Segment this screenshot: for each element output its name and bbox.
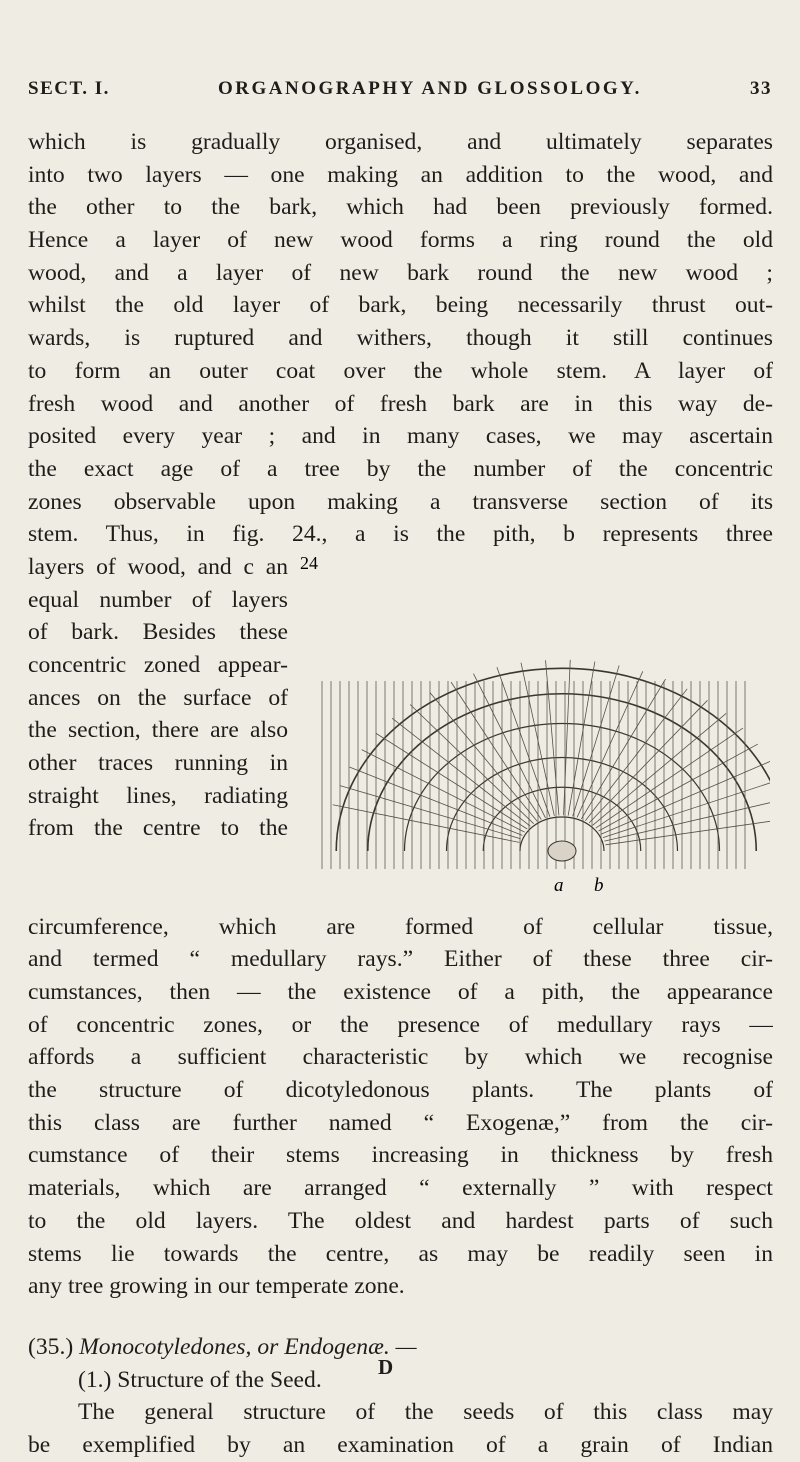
text-line: Hence a layer of new wood forms a ring round the old	[28, 227, 773, 254]
figure-label-a: a	[554, 874, 564, 896]
medullary-ray	[376, 733, 527, 829]
text-line: concentric zoned appear-	[28, 652, 288, 678]
growth-ring	[447, 757, 678, 850]
signature-mark: D	[378, 1355, 394, 1379]
text-line: layers of wood, and c an	[28, 553, 288, 580]
text-line: to form an outer coat over the whole stem. A layer of	[28, 357, 773, 384]
figure-label-b: b	[594, 874, 604, 896]
text-line: other traces running in	[28, 750, 288, 777]
text-line: cumstance of their stems increasing in thickness by fresh	[28, 1142, 773, 1169]
paragraph-3	[28, 1396, 773, 1461]
text-line: straight lines, radiating	[28, 782, 288, 809]
page-number: 33	[750, 78, 772, 99]
text-line: into two layers — one making an addition to the wood, and	[28, 161, 773, 188]
text-line: of concentric zones, or the presence of medullary rays —	[28, 1011, 773, 1038]
medullary-ray	[568, 662, 595, 816]
text-line: the other to the bark, which had been previously formed.	[28, 194, 773, 221]
text-line: equal number of layers	[28, 586, 288, 613]
section-title: Monocotyledones, or Endogenæ. —	[79, 1333, 417, 1360]
growth-ring	[336, 668, 770, 851]
text-line: fresh wood and another of fresh bark are in this way de-	[28, 390, 773, 417]
running-header	[28, 78, 772, 106]
text-line: wood, and a layer of new bark round the new wood ;	[28, 259, 773, 286]
body-text	[28, 126, 773, 1462]
text-line: materials, which are arranged “ externally ” with respect	[28, 1175, 773, 1202]
text-line: the structure of dicotyledonous plants. The plants of	[28, 1077, 773, 1104]
paragraph-2	[28, 911, 773, 1303]
text-line: zones observable upon making a transverse section of its	[28, 488, 773, 515]
subheading: (1.) Structure of the Seed.	[78, 1366, 322, 1393]
text-line: of bark. Besides these	[28, 619, 288, 646]
medullary-ray	[430, 692, 537, 821]
pith	[548, 841, 576, 861]
text-line: stems lie towards the centre, as may be readily seen in	[28, 1240, 773, 1267]
medullary-ray	[581, 679, 665, 819]
section-label: SECT. I.	[28, 78, 110, 99]
text-line: wards, is ruptured and withers, though it still continues	[28, 325, 773, 352]
text-line: affords a sufficient characteristic by which we recognise	[28, 1044, 773, 1071]
medullary-ray	[497, 667, 550, 817]
text-line: this class are further named “ Exogenæ,” from the cir-	[28, 1109, 773, 1136]
text-line: be exemplified by an examination of a grain of Indian	[28, 1431, 773, 1458]
medullary-ray	[589, 700, 707, 823]
text-line: any tree growing in our temperate zone.	[28, 1273, 405, 1300]
medullary-ray	[546, 660, 559, 815]
figure-24-stem-section	[292, 551, 770, 901]
stem-section-drawing	[322, 660, 770, 869]
figure-number: 24	[300, 552, 318, 573]
text-line: posited every year ; and in many cases, we may ascertain	[28, 423, 773, 450]
text-line: the section, there are also	[28, 717, 288, 744]
text-line: which is gradually organised, and ultimately separates	[28, 129, 773, 155]
text-line: to the old layers. The oldest and hardest parts of such	[28, 1207, 773, 1234]
paragraph-1	[28, 126, 773, 551]
section-heading	[28, 1331, 773, 1364]
section-number: (35.)	[28, 1333, 74, 1360]
text-line: from the centre to the	[28, 815, 288, 842]
text-line: The general structure of the seeds of this class may	[78, 1399, 773, 1426]
text-line: stem. Thus, in fig. 24., a is the pith, b represents three	[28, 521, 773, 548]
running-title: ORGANOGRAPHY AND GLOSSOLOGY.	[218, 78, 642, 99]
growth-ring	[368, 694, 757, 851]
text-line: cumstances, then — the existence of a pith, the appearance	[28, 979, 773, 1005]
text-line: the exact age of a tree by the number of the concentric	[28, 455, 773, 482]
figure-wrap-block	[28, 551, 773, 911]
text-line: whilst the old layer of bark, being necessarily thrust out-	[28, 292, 773, 319]
medullary-ray	[564, 660, 571, 815]
text-line: and termed “ medullary rays.” Either of these three cir-	[28, 946, 773, 973]
text-line: ances on the surface of	[28, 684, 288, 711]
medullary-ray	[599, 744, 758, 831]
medullary-ray	[350, 767, 523, 835]
text-line: circumference, which are formed of cellular tissue,	[28, 913, 773, 940]
